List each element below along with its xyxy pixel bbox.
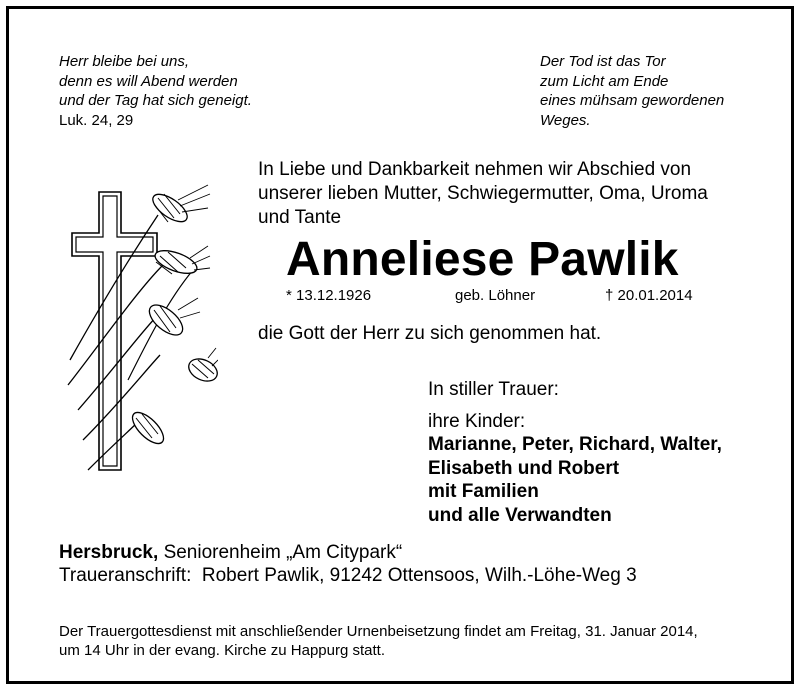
quote-right-line: Weges. bbox=[540, 111, 591, 129]
address-place: Seniorenheim „Am Citypark“ bbox=[163, 542, 403, 563]
intro-line: In Liebe und Dankbarkeit nehmen wir Abschied von bbox=[258, 159, 692, 180]
deceased-name: Anneliese Pawlik bbox=[286, 233, 679, 286]
maiden-name: geb. Löhner bbox=[455, 287, 536, 304]
service-line: Der Trauergottesdienst mit anschließender Urnenbeisetzung findet am Freitag, 31. Januar 2014, bbox=[59, 623, 698, 640]
quote-right-line: eines mühsam gewordenen bbox=[540, 92, 725, 109]
closing-line: die Gott der Herr zu sich genommen hat. bbox=[258, 323, 602, 344]
cross-wheat-icon bbox=[58, 180, 218, 480]
service-line: um 14 Uhr in der evang. Kirche zu Happurg statt. bbox=[59, 642, 386, 659]
quote-right-line: zum Licht am Ende bbox=[540, 72, 669, 90]
intro-text bbox=[258, 158, 708, 230]
mourners-heading: In stiller Trauer: bbox=[428, 379, 559, 400]
service-notice bbox=[59, 622, 698, 660]
address-town: Hersbruck, bbox=[59, 542, 159, 563]
quote-left-line: Herr bleibe bei uns, bbox=[59, 53, 190, 70]
intro-line: unserer lieben Mutter, Schwiegermutter, Oma, Uroma bbox=[258, 183, 708, 204]
mourners-name-line: und alle Verwandten bbox=[428, 504, 612, 526]
mourners-name-line: Marianne, Peter, Richard, Walter, bbox=[428, 434, 722, 455]
quote-left-line: denn es will Abend werden bbox=[59, 72, 238, 90]
quote-left-reference: Luk. 24, 29 bbox=[59, 111, 134, 129]
quote-right bbox=[540, 52, 724, 130]
mourners-children-label: ihre Kinder: bbox=[428, 410, 526, 432]
quote-left bbox=[59, 52, 252, 130]
death-date: † 20.01.2014 bbox=[605, 287, 693, 304]
birth-date: * 13.12.1926 bbox=[286, 287, 372, 304]
mourners-block bbox=[428, 378, 722, 527]
mourning-address: Traueranschrift: Robert Pawlik, 91242 Ottensoos, Wilh.-Löhe-Weg 3 bbox=[59, 565, 637, 586]
intro-line: und Tante bbox=[258, 207, 342, 228]
mourners-name-line: Elisabeth und Robert bbox=[428, 457, 620, 479]
mourners-name-line: mit Familien bbox=[428, 481, 539, 502]
address-block bbox=[59, 541, 637, 587]
quote-left-line: und der Tag hat sich geneigt. bbox=[59, 92, 252, 109]
quote-right-line: Der Tod ist das Tor bbox=[540, 53, 666, 70]
